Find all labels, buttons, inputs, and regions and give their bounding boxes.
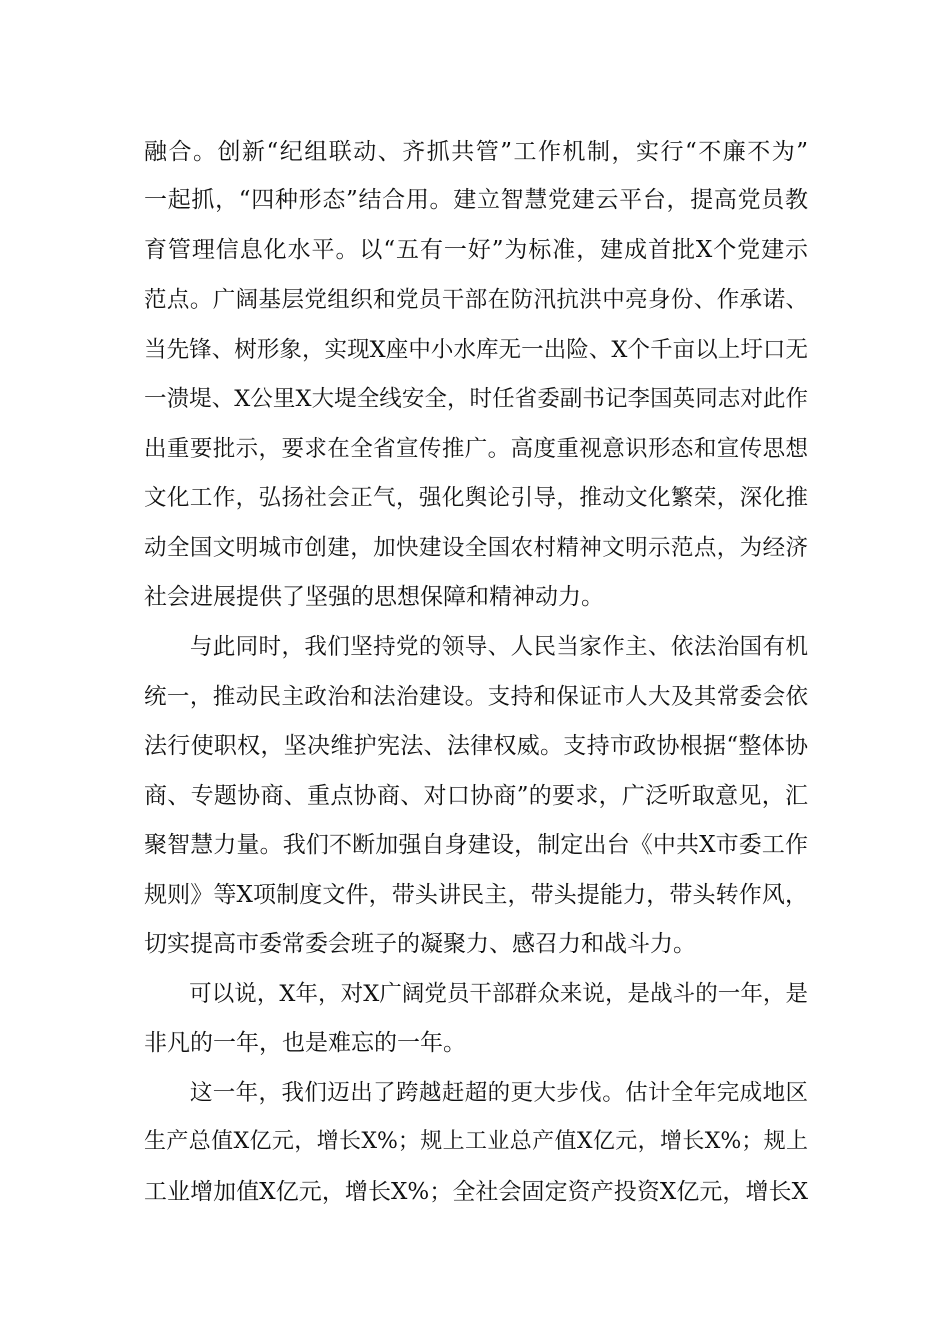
paragraph-2-line-2: 统一，推动民主政治和法治建设。支持和保证市人大及其常委会依 [144,684,808,710]
paragraph-2-line-6: 规则》等X项制度文件，带头讲民主，带头提能力，带头转作风， [144,882,808,908]
paragraph-1-line-7: 出重要批示，要求在全省宣传推广。高度重视意识形态和宣传思想 [144,436,808,462]
paragraph-1-line-9: 动全国文明城市创建，加快建设全国农村精神文明示范点，为经济 [144,535,808,561]
paragraph-3-line-1: 可以说，X年，对X广阔党员干部群众来说，是战斗的一年，是 [144,981,808,1007]
paragraph-1-line-1: 融合。创新“纪组联动、齐抓共管”工作机制，实行“不廉不为” [144,139,808,165]
paragraph-4-line-2: 生产总值X亿元，增长X%；规上工业总产值X亿元，增长X%；规上 [144,1129,808,1154]
paragraph-1-line-5: 当先锋、树形象，实现X座中小水库无一出险、X个千亩以上圩口无 [144,337,808,363]
paragraph-1-line-4: 范点。广阔基层党组织和党员干部在防汛抗洪中亮身份、作承诺、 [144,287,808,313]
paragraph-4-line-1: 这一年，我们迈出了跨越赶超的更大步伐。估计全年完成地区 [144,1080,808,1106]
paragraph-1-line-10: 社会进展提供了坚强的思想保障和精神动力。 [144,584,604,610]
paragraph-4-line-3: 工业增加值X亿元，增长X%；全社会固定资产投资X亿元，增长X [144,1179,808,1205]
paragraph-2-line-7: 切实提高市委常委会班子的凝聚力、感召力和战斗力。 [144,931,696,957]
paragraph-1-line-6: 一溃堤、X公里X大堤全线安全，时任省委副书记李国英同志对此作 [144,386,808,412]
paragraph-1-line-8: 文化工作，弘扬社会正气，强化舆论引导，推动文化繁荣，深化推 [144,485,808,511]
paragraph-2-line-5: 聚智慧力量。我们不断加强自身建设，制定出台《中共X市委工作 [144,832,808,858]
paragraph-1-line-3: 育管理信息化水平。以“五有一好”为标准，建成首批X个党建示 [144,237,808,263]
paragraph-3-line-2: 非凡的一年，也是难忘的一年。 [144,1030,466,1056]
paragraph-1-line-2: 一起抓，“四种形态”结合用。建立智慧党建云平台，提高党员教 [144,187,808,213]
paragraph-2-line-1: 与此同时，我们坚持党的领导、人民当家作主、依法治国有机 [144,634,808,660]
paragraph-2-line-3: 法行使职权，坚决维护宪法、法律权威。支持市政协根据“整体协 [144,733,808,759]
paragraph-2-line-4: 商、专题协商、重点协商、对口协商”的要求，广泛听取意见，汇 [144,783,808,809]
